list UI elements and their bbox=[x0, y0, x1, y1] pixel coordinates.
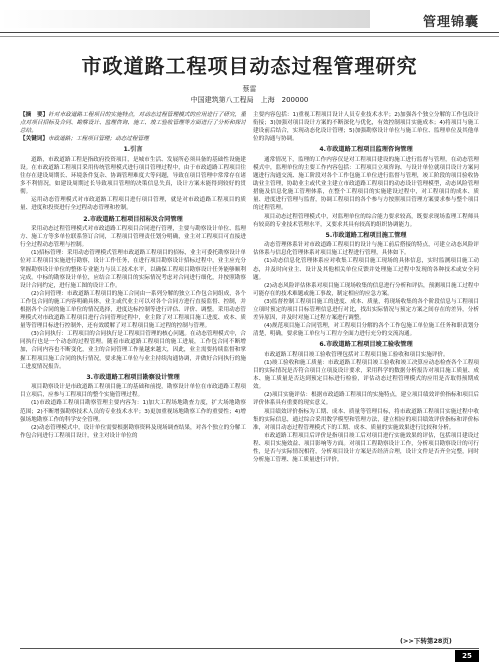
keywords bbox=[20, 135, 246, 143]
paragraph: (1)竣工验收和施工质量：市政道路工程项目竣工验收和竣工决算应动态检查各个工程项目的实际情况是否符合项目立项及设计要求，采用科学的数据分析报告对项目施工质量、成本、施工质量是否达到预定目标进行检验，评估动态过程管理模式的应用是否取得预期成效。 bbox=[253, 359, 479, 391]
heading-survey-design: 3.市政道路工程项目勘察设计管理 bbox=[86, 373, 180, 381]
paragraph: 动态管理体系针对市政道路工程项目的设计与施工前后搭接的特点，可建立动态风险评估体系与信息化管理体系对项目施工过程进行管理，具体如下。 bbox=[253, 242, 479, 257]
right-column bbox=[253, 111, 479, 636]
paragraph: (2)合同管理：市政道路工程项目的施工合同由一系列分解的独立工作包合同组成，各个工作包合同的施工内容明确具体，业主或代业主可以对各个合同方进行直接监督、控制，并根据各个合同的施工单位的情况选择，进度达标控制等进行评估、评价、调整。采用动态管理模式对市政道路工程项目进行合同管理过程中，业主除了对工程项目施工进度、成本、质量等管理目标进行控制外，还有效缓解了对工程项目施工过程的控制与管理。 bbox=[20, 290, 246, 330]
paragraph: 主要内容包括：1)重视工程项目设计人员专业技术水平；2)加强各个独立分解的工作包设计衔接；3)加强对项目设计方案的不断深化与优化，有效控制项目实施成本；4)将项目与施工建设前后结合，实现动态化设计管理；5)加强勘察设计单位与施工单位、监理单位及其他单位的沟通与协调。 bbox=[253, 112, 479, 143]
paragraph: (1)招标管理：采用动态管理模式管理市政道路工程项目的招标，业主可委托勘察设计单位对工程项目实施进行勘察，设计工作任务，在进行项目勘察设计招标过程中，业主应充分掌握勘察设计单位的整体专业能力与员工技术水平，以确保工程项目勘察设计任务能够顺利完成。中标的勘察设计单位，应结合工程项目的实际情况考虑对合同进行细化，并按照勘察设计合同约定，进行施工图的设计工作。 bbox=[20, 250, 246, 289]
heading-supervision: 4.市政道路工程项目监理咨询管理 bbox=[319, 146, 413, 154]
paragraph: 市政道路工程项目竣工验收管理包括对工程项目施工验收和项目实施评价。 bbox=[264, 351, 449, 358]
abstract-text: 针对市政道路工程项目的实施特点，对动态过程管理模式的应用进行了研究，重点对项目招标及合同、勘察设计、监理咨询、施工、竣工验收管理等方面进行了分析和探讨总结。 bbox=[20, 112, 246, 135]
paragraph: 市政道路工程项目后评价是指项目竣工后对项目进行实施效果的评估，包括项目建设过程、项目实施效益、项目影响等方面。对项目工程勘察设计工作，分析项目勘察设计的可行性，是否与实际情况相符，分析项目设计方案是否经济合理，设计文件是否齐全完整，同时分析施工管理、施工质量进行评价。 bbox=[253, 432, 479, 464]
author-affiliation: 中国建筑第八工程局 上海 200000 bbox=[190, 96, 309, 104]
paragraph: (1)市政道路工程项目勘察管理主要内容为：1)加大工程场地勘查力度，扩大场地勘察范围；2)不断增强勘察技术人员的专业技术水平；3)更加重视场地勘察工作的重要性；4)增强场地勘察工作的科学安全管理。 bbox=[20, 400, 246, 423]
paragraph: (2)动态风险评估体系对项目施工现场收集的信息进行分析和评估，预测项目施工过程中可能存在的技术难题或施工事故，制定相应的应急方案。 bbox=[253, 282, 479, 297]
paragraph: 通常情况下，监理的工作内容仅是对工程项目建设的施工进行监督与管理，在动态管理模式中，监理单位的主要工作内容包括：工程项目立项咨询、与设计单位就项目设计方案问题进行沟通交流、施工阶段对各个工作包施工单位进行监督与管理，竣工阶段的项目验收协助业主管理，协助业主或代业主建立市政道路工程项目的动态设计管理模型，动态风险管理措施及信息化施工管理体系，在整个工程项目的实施建设过程中，对工程项目的成本、质量、进度进行管理与监督，协调工程项目的各个参与方按照项目管理方案要求参与整个项目的过程管理。 bbox=[253, 156, 479, 212]
paragraph: (2)动态管理模式中，设计单位需要根据勘察资料及现场调查结果，对各个独立的分解工作包合同进行工程项目设计，业主对设计单位的 bbox=[20, 424, 246, 439]
heading-bidding-contract: 2.市政道路工程项目招标及合同管理 bbox=[83, 215, 183, 223]
section-name: 管理锦囊 bbox=[422, 15, 479, 30]
paragraph: (3)监督控制工程项目施工的进度、成本、质量，将现场收集的各个阶段信息与工程项目立项时预定的项目目标管理信息进行对比，找出实际情况与预定方案之间存在的差异，分析差异原因，并及时对施工过程方案进行调整。 bbox=[253, 298, 479, 322]
left-column bbox=[20, 111, 246, 656]
heading-acceptance: 6.市政道路工程项目竣工验收管理 bbox=[319, 341, 413, 349]
abstract-tag: 【摘 要】 bbox=[20, 112, 49, 118]
heading-introduction: 1.引言 bbox=[123, 146, 143, 154]
header-rule bbox=[0, 32, 499, 37]
paragraph: 项目勘察设计是市政道路工程项目施工的基础和前提，勘察设计单位在市政道路工程项目立项后，应参与工程项目的整个实施管理过程。 bbox=[20, 384, 246, 399]
keywords-tag: 【关键词】 bbox=[20, 136, 48, 143]
keywords-text: 市政道路；工程项目管理；动态过程管理 bbox=[47, 136, 149, 143]
page-number: 25 bbox=[462, 652, 472, 660]
paragraph: 项目动态过程管理模式中，对监理单位的综合能力要求较高，既要求现场监理工程师具有较高的专业技术管理水平，又要求其具有较高的组织协调能力。 bbox=[253, 213, 479, 228]
footer-rule bbox=[20, 648, 479, 649]
article-title: 市政道路工程项目动态过程管理研究 bbox=[81, 54, 418, 78]
paragraph: 道路，市政道路工程是指政府投资项目，是城市生活、发展所必须具备的基础性设施建设。在市政道路工程项目采用传统管理模式进行项目管理过程中，由于市政道路工程项目往往存在建设周期长、环境条件复杂、协调管理难度大等问题，导致在项目管理中常常存在诸多不利情况，如建设周期过长导致项目管理的决策信息失真，设计方案未能得到较好的贯彻。 bbox=[20, 156, 246, 196]
paragraph: (4)规范项目施工合同管理，对工程项目分解的各个工作包施工单位施工任务和职责划分清楚，明确，要求施工单位与工程方全面力进行充分的交流沟通。 bbox=[253, 323, 479, 338]
author-name: 蔡雷 bbox=[242, 85, 257, 93]
paragraph: (2)项目实施评估：根据市政道路工程项目的实施特点，建立项目绩效评价指标和项目后评价体系具有重要的现实意义。 bbox=[253, 392, 479, 407]
paragraph: 项目绩效评价指标为工期、成本、质量等管理目标，将市政道路工程项目实施过程中收集的实际信息，通过综合采用数学模型和管理方法，建立相应的项目绩效评价指标和评价标准，对项目动态过程管理模式下的工期、成本、质量的实施效果进行比较和分析。 bbox=[253, 408, 479, 431]
continued-on-page: (>>下转第28页) bbox=[400, 637, 452, 645]
abstract bbox=[20, 111, 246, 135]
paragraph: (1)动态信息化管理体系应对收集工程项目施工现场的具体信息，实时监测项目施工动态，并及时向业主、设计及其他相关单位反馈并处理施工过程中发现的各种技术或安全问题。 bbox=[253, 258, 479, 281]
paragraph: (3)合同执行：工程项目的合同执行是工程项目管理的核心问题。在动态管理模式中，合同执行也是一个动态的过程管理。随着市政道路工程项目的施工进展，工作包合同不断增加，合同内容也不断变化，业主的合同管理工作量越来越大，因此，业主需要持续监督和掌握工程项目施工合同的执行情况，要求施工单位与业主持续沟通协调，并做好合同执行的施工进度情况报告。 bbox=[20, 331, 246, 370]
paragraph: 运用动态管理模式对市政道路工程项目进行项目管理，就是对市政道路工程项目的质量、进度和投资进行全过程动态管理和控制。 bbox=[20, 197, 246, 212]
heading-construction: 5.市政道路工程项目施工管理 bbox=[325, 231, 407, 239]
header-gradient-stripe bbox=[0, 10, 370, 28]
paragraph: 采用动态过程管理模式对市政道路工程项目合同进行管理，主要与勘察设计单位、监理方、施工方等多单位联系签订合同，工程项目管理责任划分明确，业主对工程项目可直接进行全过程动态管理与控制。 bbox=[20, 226, 246, 249]
